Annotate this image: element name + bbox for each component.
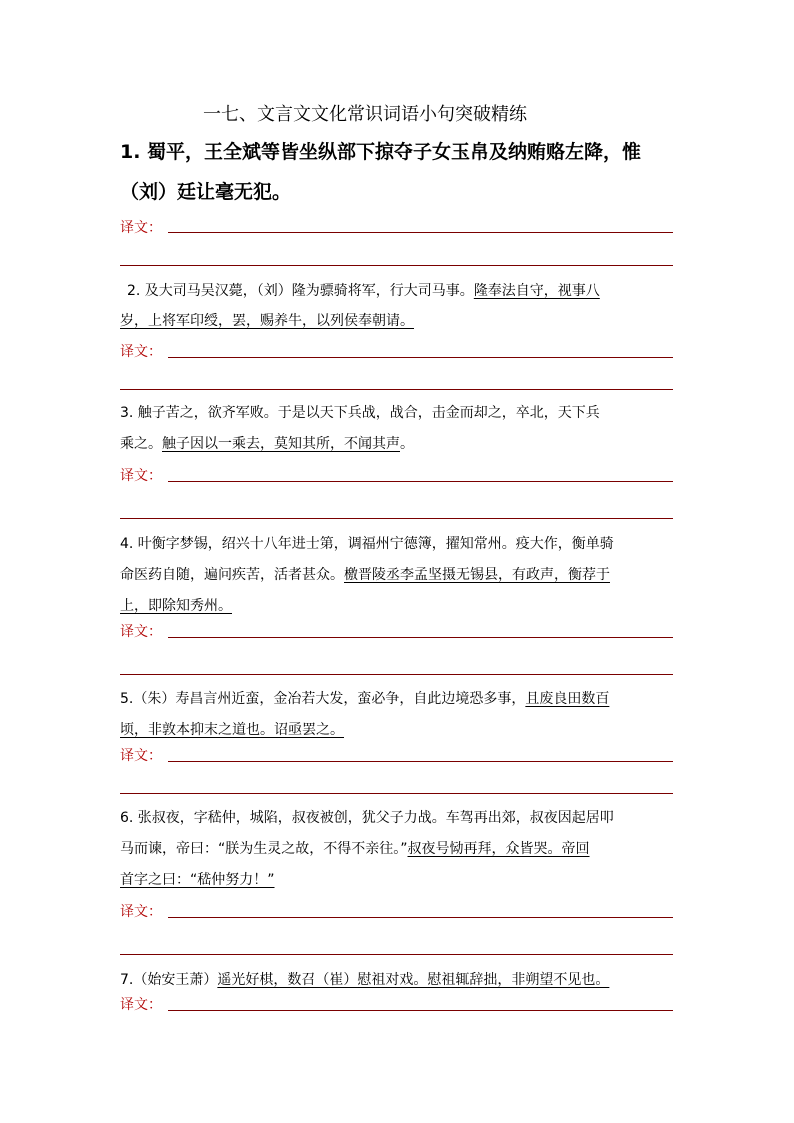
question-6-plain: 马而谏，帝曰：“朕为生灵之故，不得不亲往。” — [120, 841, 408, 857]
question-4-underlined-b: 上，即除知秀州。 — [120, 598, 232, 614]
question-3-underlined: 触子因以一乘去，莫知其所，不闻其声 — [162, 436, 400, 452]
answer-line-5b[interactable] — [120, 793, 673, 794]
question-2-line-1 — [120, 276, 680, 306]
answer-line-1a[interactable] — [168, 232, 673, 233]
answer-label-3: 译文： — [120, 468, 162, 484]
answer-label-7: 译文： — [120, 997, 162, 1013]
answer-label-4: 译文： — [120, 624, 162, 640]
question-6-underlined-a: 叔夜号恸再拜，众皆哭。帝回 — [407, 841, 590, 857]
answer-line-4a[interactable] — [168, 637, 673, 638]
answer-label-6: 译文： — [120, 904, 162, 920]
question-4-line-2 — [120, 560, 680, 590]
question-2-underlined-b: 岁，上将军印绶，罢，赐养牛，以列侯奉朝请。 — [120, 313, 414, 329]
question-4-underlined-a: 檄晋陵丞李孟坚摄无锡县，有政声，衡荐于 — [344, 567, 610, 583]
question-3-line-2 — [120, 429, 680, 459]
answer-line-2a[interactable] — [168, 357, 673, 358]
question-2-plain: 2. 及大司马吴汉薨，（刘）隆为骠骑将军，行大司马事。 — [127, 283, 474, 299]
question-7-underlined: 遥光好棋，数召（崔）慰祖对戏。慰祖辄辞拙，非朔望不见也。 — [217, 972, 610, 988]
question-5-underlined-b: 顷，非敦本抑末之道也。诏亟罢之。 — [120, 722, 344, 738]
question-1-line-2: （刘）廷让毫无犯。 — [120, 181, 292, 203]
question-2-line-2 — [120, 306, 680, 336]
question-3-plain: 乘之。 — [120, 436, 162, 452]
answer-label-2: 译文： — [120, 344, 162, 360]
question-1-line-1: 1. 蜀平，王全斌等皆坐纵部下掠夺子女玉帛及纳贿赂左降，惟 — [120, 141, 642, 163]
question-6-line-3 — [120, 865, 680, 895]
answer-line-7a[interactable] — [168, 1010, 673, 1011]
question-3-line-1: 3. 触子苦之，欲齐军败。于是以天下兵战，战合，击金而却之，卒北，天下兵 — [120, 405, 600, 421]
answer-line-2b[interactable] — [120, 389, 673, 390]
answer-line-3b[interactable] — [120, 518, 673, 519]
question-4-plain: 命医药自随，遍问疾苦，活者甚众。 — [120, 567, 344, 583]
answer-line-6a[interactable] — [168, 917, 673, 918]
answer-line-3a[interactable] — [168, 481, 673, 482]
question-4-line-3 — [120, 591, 680, 621]
question-5-line-1 — [120, 684, 680, 714]
answer-line-5a[interactable] — [168, 761, 673, 762]
answer-line-1b[interactable] — [120, 265, 673, 266]
answer-line-6b[interactable] — [120, 954, 673, 955]
answer-line-4b[interactable] — [120, 674, 673, 675]
question-5-underlined-a: 且废良田数百 — [525, 691, 610, 707]
question-5-line-2 — [120, 715, 680, 745]
question-7-plain: 7.（始安王萧） — [120, 972, 218, 988]
question-2-underlined-a: 隆奉法自守，视事八 — [473, 283, 600, 299]
question-6-line-2 — [120, 834, 680, 864]
question-6-line-1: 6. 张叔夜，字嵇仲，城陷，叔夜被创，犹父子力战。车驾再出郊，叔夜因起居叩 — [120, 810, 614, 826]
question-6-underlined-b: 首字之曰：“嵇仲努力！” — [120, 872, 275, 888]
question-5-plain: 5.（朱）寿昌言州近蛮，金冶若大发，蛮必争，自此边境恐多事， — [120, 691, 526, 707]
answer-label-5: 译文： — [120, 748, 162, 764]
question-7-line-1 — [120, 965, 680, 995]
answer-label-1: 译文： — [120, 220, 162, 236]
question-3-end: 。 — [400, 436, 414, 452]
question-4-line-1: 4. 叶衡字梦锡，绍兴十八年进士第，调福州宁德簿，擢知常州。疫大作，衡单骑 — [120, 536, 614, 552]
page-title: 一七、文言文文化常识词语小句突破精练 — [203, 104, 527, 125]
